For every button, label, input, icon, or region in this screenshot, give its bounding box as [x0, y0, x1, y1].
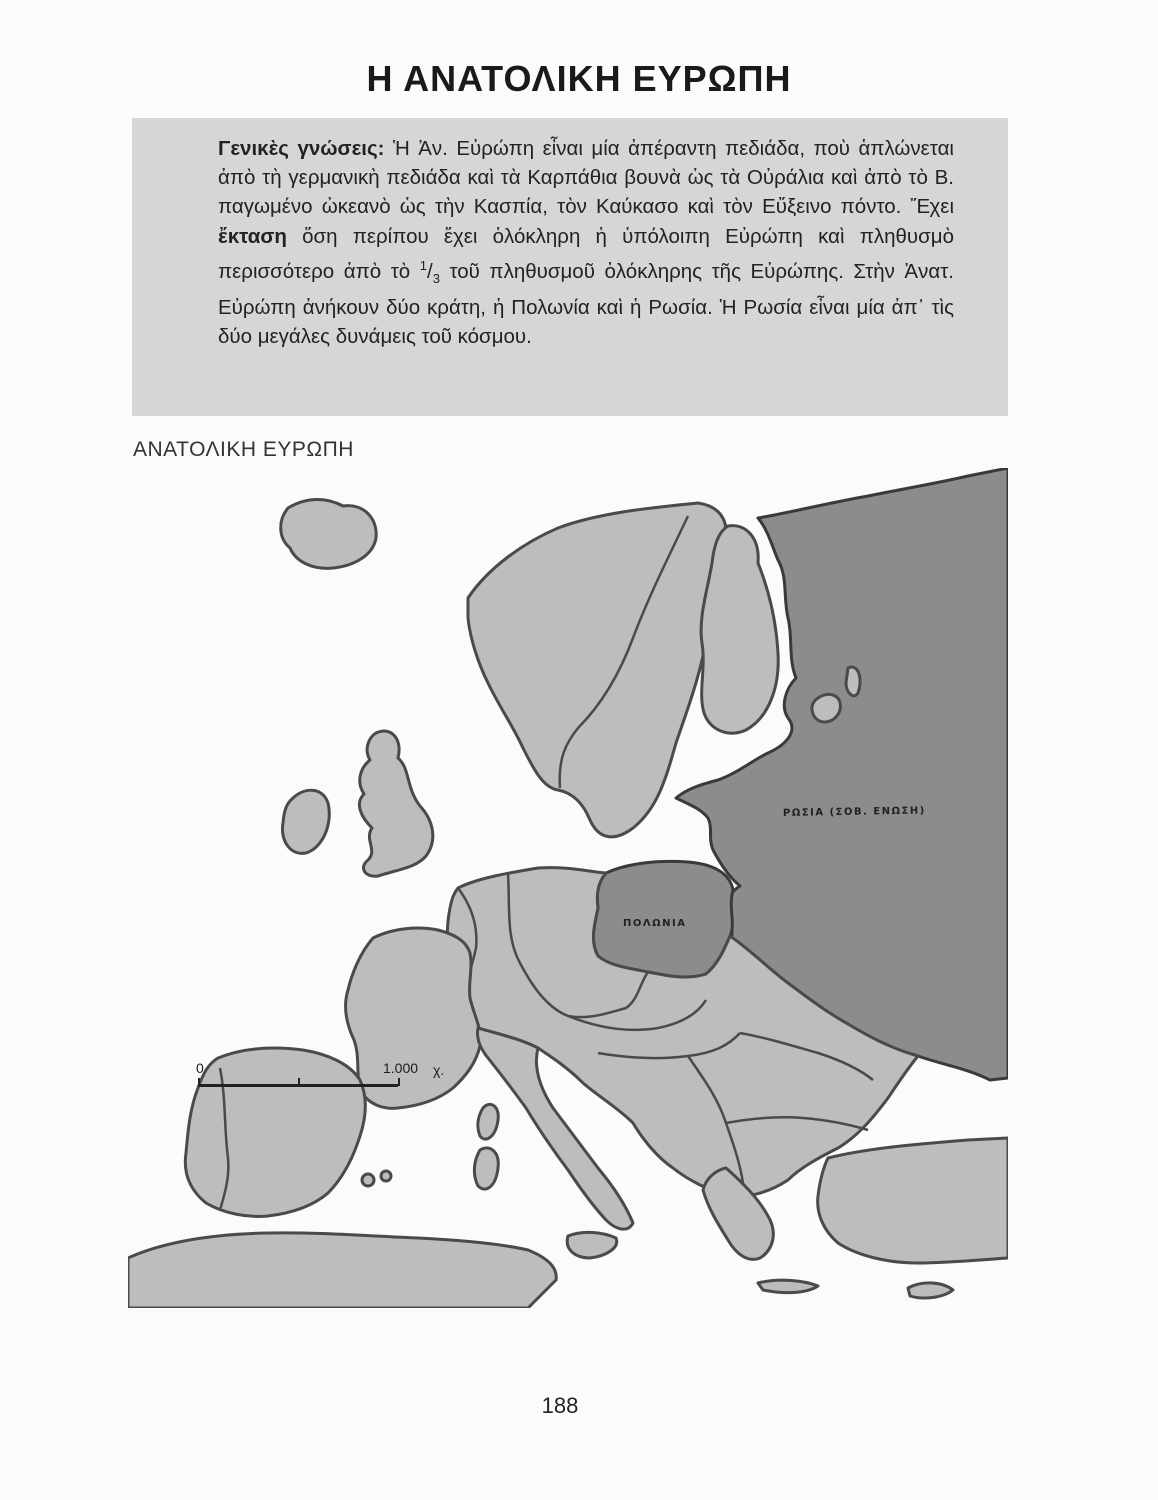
sicily-shape [567, 1232, 616, 1258]
arctic-island-shape [846, 667, 860, 696]
map-caption: ΑΝΑΤΟΛΙΚΗ ΕΥΡΩΠΗ [133, 438, 354, 461]
sardinia-shape [474, 1148, 498, 1189]
scale-start-label: 0 [196, 1060, 204, 1076]
info-box-lead: Γενικὲς γνώσεις: [218, 137, 385, 160]
scale-tick-right [398, 1078, 400, 1086]
scandinavia-shape [468, 503, 726, 837]
scale-tick-mid [298, 1078, 300, 1086]
info-text-part-2: ὅση περίπου ἔχει ὁλόκληρη ἡ ὑπόλοιπη Εὐρώπη καὶ πληθυσμὸ περισσότερο ἀπὸ τὸ [218, 224, 954, 283]
info-keyword: ἔκταση [218, 224, 287, 248]
finland-shape [701, 526, 778, 733]
turkey-shape [818, 1138, 1008, 1263]
scale-labels [188, 1060, 488, 1100]
corsica-shape [478, 1104, 498, 1139]
balearic-island-2 [381, 1171, 391, 1181]
fraction-numerator: 1 [419, 257, 427, 273]
scale-tick-left [198, 1078, 200, 1086]
ireland-shape [282, 790, 329, 853]
cyprus-shape [908, 1283, 953, 1298]
page-number: 188 [541, 1393, 579, 1418]
balearic-island-1 [362, 1174, 374, 1186]
great-britain-shape [359, 731, 432, 876]
europe-map [128, 468, 1008, 1308]
info-box-text: Γενικὲς γνώσεις: Ἡ Ἀν. Εὐρώπη εἶναι μία ἀπέραντη πεδιάδα, ποὺ ἁπλώνεται ἀπὸ τὴ γερμανικὴ πεδιάδα καὶ τὰ Καρπάθια βουνὰ ὡς τὰ Οὐράλια καὶ ἀπὸ τὸ Β. παγωμένο ὠκεανὸ ὡς τὴν Κασπία, τὸν Καύκασο καὶ τὸν Εὔξεινο πόντο. Ἔχει ἔκταση ὅση περίπου ἔχει ὁλόκληρη ἡ ὑπόλοιπη Εὐρώπη καὶ πληθυσμὸ περισσότερο ἀπὸ τὸ $^1/_3$ τοῦ πληθυσμοῦ ὁλόκληρης τῆς Εὐρώπης. Στὴν Ἀνατ. Εὐρώπη ἀνήκουν δύο κράτη, ἡ Πολωνία καὶ ἡ Ρωσία. Ἡ Ρωσία εἶναι μία ἀπ᾽ τὶς δύο μεγάλες δυνάμεις τοῦ κόσμου. [218, 137, 954, 349]
russia-label: ΡΩΣΙΑ (ΣΟΒ. ΕΝΩΣΗ) [782, 805, 926, 819]
info-text-part-3: τοῦ πληθυσμοῦ ὁλόκληρης τῆς Εὐρώπης. Στὴν Ἀνατ. Εὐρώπη ἀνήκουν δύο κράτη, ἡ Πολωνία καὶ ἡ Ρωσία. Ἡ Ρωσία εἶναι μία ἀπ᾽ τὶς δύο μεγάλες δυνάμεις τοῦ κόσμου. [218, 259, 954, 349]
crete-shape [758, 1280, 818, 1292]
iceland-shape [281, 500, 376, 569]
scale-end-label: 1.000 [383, 1060, 419, 1076]
scale-unit-label: χ. [433, 1062, 445, 1078]
fraction-denominator: 3 [432, 270, 440, 286]
poland-label: ΠΟΛΩΝΙΑ [623, 918, 687, 929]
kola-island-shape [812, 694, 841, 722]
north-africa-shape [128, 1233, 556, 1308]
info-text-part-1: Ἡ Ἀν. Εὐρώπη εἶναι μία ἀπέραντη πεδιάδα, ποὺ ἁπλώνεται ἀπὸ τὴ γερμανικὴ πεδιάδα καὶ τὰ Καρπάθια βουνὰ ὡς τὰ Οὐράλια καὶ ἀπὸ τὸ Β. παγωμένο ὠκεανὸ ὡς τὴν Κασπία, τὸν Καύκασο καὶ τὸν Εὔξεινο πόντο. Ἔχει [218, 137, 954, 219]
page-title: Η ΑΝΑΤΟΛΙΚΗ ΕΥΡΩΠΗ [366, 58, 792, 99]
